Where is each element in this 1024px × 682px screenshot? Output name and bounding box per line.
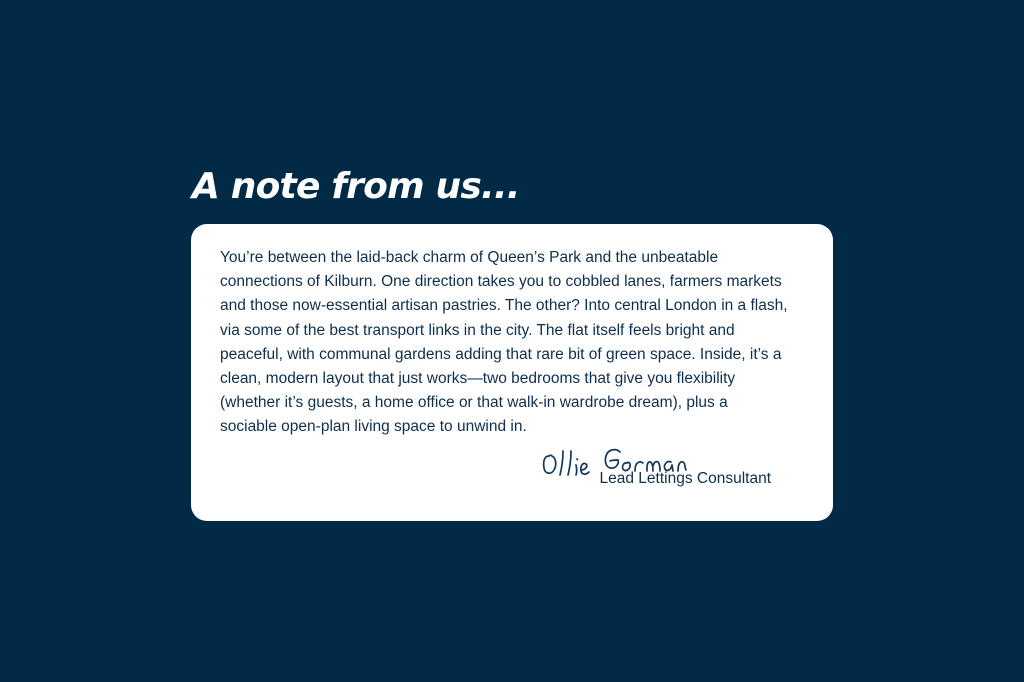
note-line-5: peaceful, with communal gardens adding that rare bit of green space. Inside, it’s a (220, 345, 782, 363)
note-line-3: and those now-essential artisan pastries. The other? Into central London in a flash, (220, 297, 788, 315)
note-card (191, 224, 833, 521)
note-line-4: via some of the best transport links in the city. The flat itself feels bright and (220, 321, 735, 339)
note-body (220, 246, 820, 440)
note-heading: A note from us... (192, 166, 520, 207)
author-role: Lead Lettings Consultant (599, 470, 771, 487)
note-line-2: connections of Kilburn. One direction takes you to cobbled lanes, farmers markets (220, 273, 782, 291)
note-line-6: clean, modern layout that just works—two bedrooms that give you flexibility (220, 370, 736, 388)
note-line-8: sociable open-plan living space to unwind in. (220, 418, 527, 436)
note-line-7: (whether it’s guests, a home office or that walk-in wardrobe dream), plus a (220, 394, 728, 412)
note-line-1: You’re between the laid-back charm of Queen’s Park and the unbeatable (220, 249, 719, 266)
